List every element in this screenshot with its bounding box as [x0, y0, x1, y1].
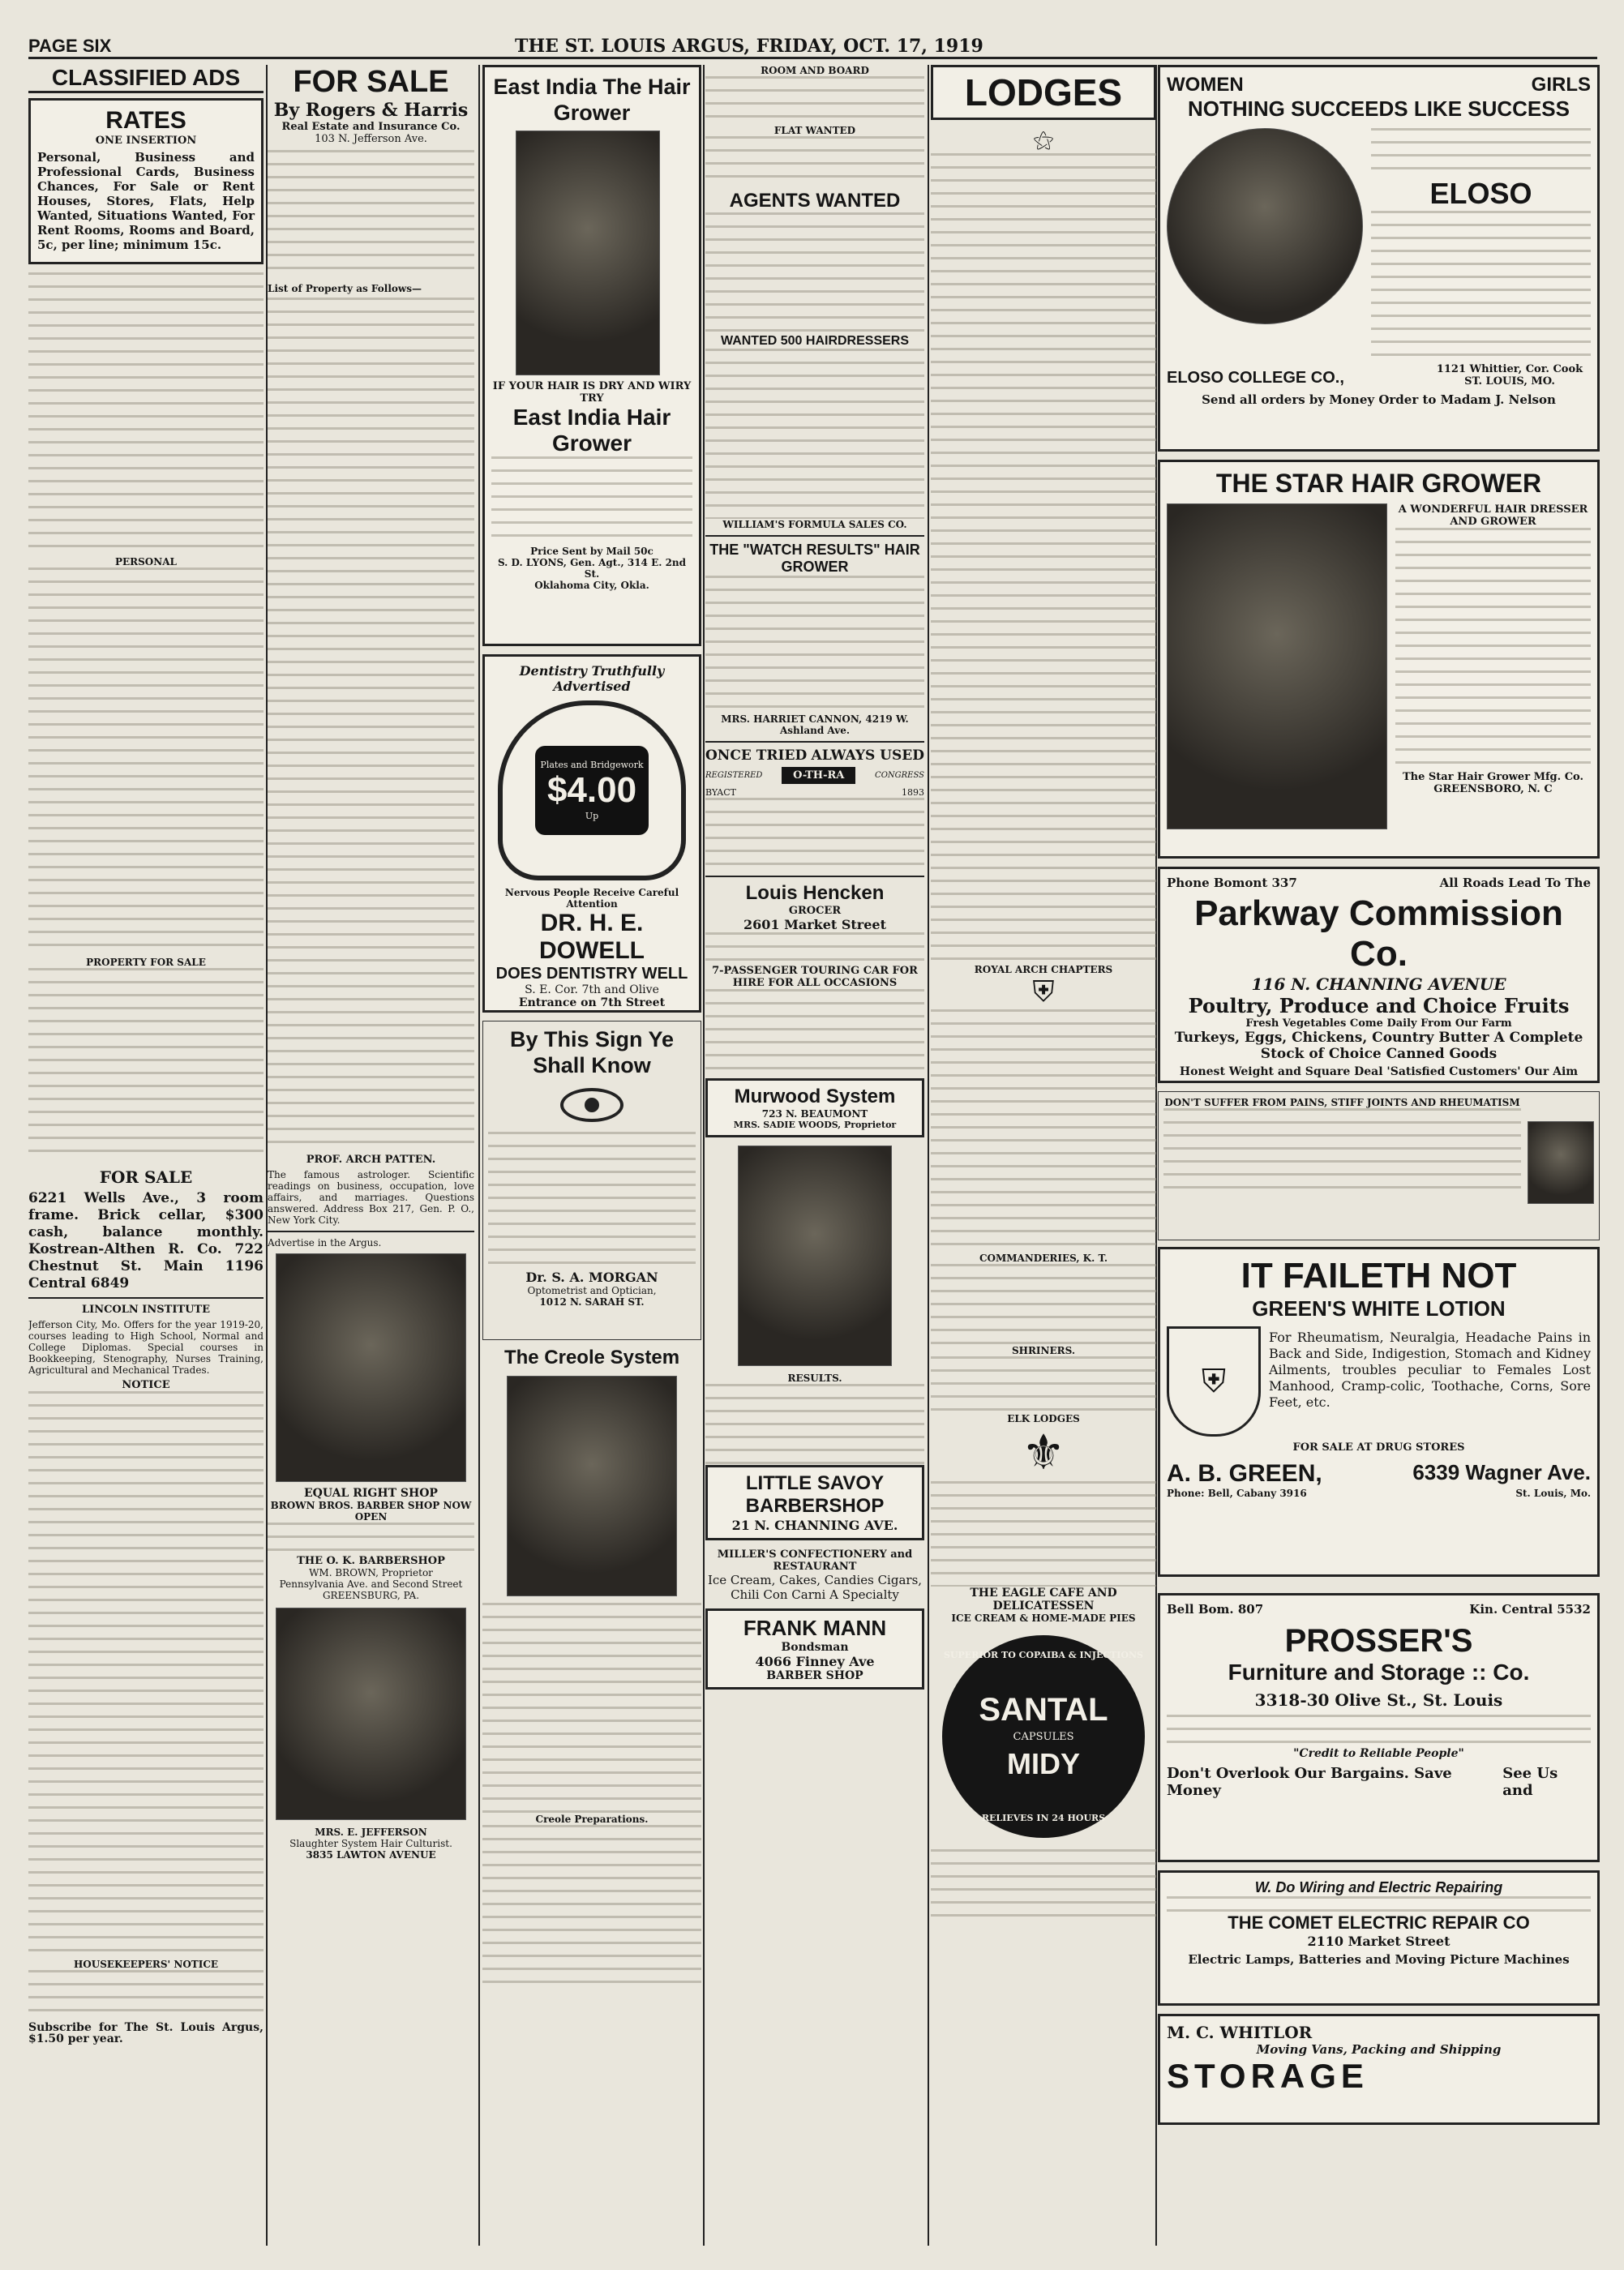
shop-name: EQUAL RIGHT SHOP [304, 1487, 438, 1500]
parkway-title: Parkway Commission Co. [1194, 893, 1563, 974]
east-india-portrait [516, 131, 660, 375]
rheum-header: DON'T SUFFER FROM PAINS, STIFF JOINTS AND RHEUMATISM [1164, 1097, 1520, 1108]
trademark-badge: O-TH-RA [782, 767, 855, 784]
congress: CONGRESS [875, 771, 924, 780]
prosser-title: PROSSER'S [1284, 1623, 1473, 1659]
column-rule [928, 65, 929, 2246]
column-classified [28, 65, 264, 2246]
faileth-city: St. Louis, Mo. [1515, 1488, 1591, 1499]
teeth-illustration [498, 700, 686, 880]
year: 1893 [902, 787, 924, 798]
price-panel [535, 746, 649, 835]
lincoln-header: LINCOLN INSTITUTE [81, 1304, 211, 1316]
commanderies-header: COMMANDERIES, K. T. [979, 1253, 1108, 1264]
column-rule [703, 65, 705, 2246]
murwood-title: Murwood System [734, 1086, 896, 1107]
column-display-ads [1158, 65, 1600, 2246]
whitlor-sub: Moving Vans, Packing and Shipping [1256, 2042, 1502, 2057]
east-india-price: Price Sent by Mail 50c [530, 546, 653, 557]
eloso-headline: NOTHING SUCCEEDS LIKE SUCCESS [1188, 96, 1570, 121]
prosser-see: See Us and [1502, 1765, 1558, 1799]
parkway-sub: Poultry, Produce and Choice Fruits [1188, 994, 1570, 1017]
notice-header: NOTICE [122, 1379, 170, 1391]
lodges-banner [931, 65, 1156, 120]
once-tried-header [705, 747, 924, 764]
results-caption: RESULTS. [787, 1373, 842, 1384]
faileth-title: IT FAILETH NOT [1240, 1256, 1517, 1296]
eloso-ad [1158, 65, 1600, 452]
prosser-sub: Furniture and Storage :: Co. [1228, 1660, 1530, 1685]
prosser-addr: 3318-30 Olive St., St. Louis [1254, 1690, 1503, 1710]
comet-ad [1158, 1870, 1600, 2006]
prof-text: The famous astrologer. Scientific readings on business, occupation, love affairs, and marriages. Questions answered. Address Box 217, Gen. P. O., New York City. [268, 1169, 474, 1226]
santal-midy: MIDY [1007, 1747, 1080, 1780]
star-ad [1158, 460, 1600, 859]
star-portrait [1167, 503, 1387, 829]
millers-items: Ice Cream, Cakes, Candies Cigars, Chili Con Carni A Specialty [707, 1573, 923, 1602]
lodges-text [931, 153, 1156, 964]
faileth-text: For Rheumatism, Neuralgia, Headache Pains in Back and Side, Indigestion, Stomach and Kidney Ailments, troubles peculiar to Females Lost Manhood, Cramp-colic, Toothache, Corns, Sore Feet, etc. [1269, 1330, 1591, 1410]
murwood-ad [705, 1078, 924, 1137]
morgan-addr: 1012 N. SARAH ST. [539, 1296, 645, 1308]
subscribe-note: Subscribe for The St. Louis Argus, $1.50 per year. [28, 2021, 264, 2045]
elk-header: ELK LODGES [1007, 1413, 1080, 1424]
parkway-addr: 116 N. CHANNING AVENUE [1251, 974, 1506, 994]
price-up: Up [585, 811, 599, 821]
star-title: THE STAR HAIR GROWER [1215, 469, 1542, 498]
personal-header: PERSONAL [115, 556, 177, 568]
rheum-ad [1158, 1091, 1600, 1240]
ok-addr: Pennsylvania Ave. and Second Street GREENSBURG, PA. [279, 1578, 463, 1601]
mann-shop: BARBER SHOP [766, 1669, 863, 1682]
murwood-addr: 723 N. BEAUMONT [761, 1108, 868, 1120]
whitlor-ad [1158, 2014, 1600, 2125]
plates-label: Plates and Bridgework [540, 760, 644, 770]
jefferson-name: MRS. E. JEFFERSON [315, 1827, 427, 1838]
for-sale-header: FOR SALE [99, 1167, 193, 1187]
rates-title: RATES [105, 107, 186, 134]
dentist-addr: S. E. Cor. 7th and Olive [525, 983, 659, 996]
jefferson-photo [276, 1608, 466, 1820]
parkway-phone: Phone Bomont 337 [1167, 876, 1297, 890]
whitlor-storage: STORAGE [1167, 2057, 1369, 2095]
faileth-sub: GREEN'S WHITE LOTION [1252, 1296, 1506, 1321]
rogers-firm: Real Estate and Insurance Co. [281, 121, 461, 133]
henken-sub: GROCER [788, 905, 842, 917]
page-number: PAGE SIX [28, 36, 112, 56]
masthead [28, 32, 1597, 59]
dentist-sub: Nervous People Receive Careful Attention [504, 887, 679, 910]
touring-car: 7-PASSENGER TOURING CAR FOR HIRE FOR ALL OCCASIONS [712, 965, 918, 989]
comet-bottom: Electric Lamps, Batteries and Moving Picture Machines [1188, 1952, 1570, 1967]
faileth-drug: FOR SALE AT DRUG STORES [1292, 1441, 1465, 1454]
dentist-entrance: Entrance on 7th Street [518, 996, 666, 1009]
room-header: ROOM AND BOARD [761, 65, 869, 76]
mann-title: FRANK MANN [743, 1616, 887, 1640]
shriners-header: SHRINERS. [1011, 1345, 1076, 1356]
property-text [28, 968, 264, 1163]
morgan-ad [482, 1021, 701, 1340]
santal-top: SUPERIOR TO COPAIBA & INJECTIONS [944, 1650, 1143, 1660]
faileth-ad [1158, 1247, 1600, 1577]
once-tried: ONCE TRIED [705, 747, 808, 764]
star-city: GREENSBORO, N. C [1433, 783, 1553, 795]
prosser-credit: "Credit to Reliable People" [1293, 1747, 1464, 1760]
rates-box [28, 98, 264, 264]
advertise-line: Advertise in the Argus. [268, 1237, 382, 1248]
property-list-header: List of Property as Follows— [268, 283, 422, 294]
eloso-portrait [1167, 128, 1363, 324]
eye-icon [560, 1088, 623, 1122]
shield-icon: ⛨ [1167, 1326, 1261, 1437]
east-india-name: East India Hair Grower [512, 405, 671, 456]
santal-caps: CAPSULES [1013, 1731, 1074, 1743]
rates-sub: ONE INSERTION [95, 135, 197, 147]
classified-text [28, 272, 264, 556]
dentist-title: Dentistry Truthfully Advertised [519, 663, 665, 694]
eloso-college: ELOSO COLLEGE CO., [1167, 369, 1344, 387]
eagle-cafe: THE EAGLE CAFE AND DELICATESSEN [970, 1587, 1117, 1613]
santal-seal [942, 1635, 1145, 1838]
sign-title: By This Sign Ye Shall Know [509, 1027, 675, 1077]
savoy-title: LITTLE SAVOY BARBERSHOP [745, 1472, 885, 1517]
lodges-title: LODGES [964, 71, 1123, 114]
east-india-ad [482, 65, 701, 646]
prof-header: PROF. ARCH PATTEN. [306, 1154, 436, 1166]
parkway-roads: All Roads Lead To The [1439, 876, 1591, 890]
prosser-bell: Bell Bom. 807 [1167, 1602, 1264, 1617]
flat-header: FLAT WANTED [773, 125, 856, 136]
star-firm: The Star Hair Grower Mfg. Co. [1402, 771, 1584, 783]
compass-icon: ⚝ [1033, 128, 1054, 152]
royal-arch-header: ROYAL ARCH CHAPTERS [974, 964, 1113, 975]
prosser-bargain: Don't Overlook Our Bargains. Save Money [1167, 1765, 1452, 1799]
column-rule [478, 65, 480, 2246]
faileth-name: A. B. GREEN, [1167, 1460, 1322, 1487]
mann-addr: 4066 Finney Ave [755, 1654, 875, 1669]
prosser-kin: Kin. Central 5532 [1469, 1602, 1591, 1617]
eloso-brand: ELOSO [1429, 177, 1532, 210]
henken-addr: 2601 Market Street [743, 917, 886, 932]
eloso-girls: GIRLS [1531, 74, 1591, 96]
portrait-photo [276, 1253, 466, 1482]
eloso-addr: 1121 Whittier, Cor. Cook ST. LOUIS, MO. [1436, 363, 1583, 388]
parkway-ad [1158, 867, 1600, 1083]
property-list [268, 298, 474, 1149]
hairdressers-firm: WILLIAM'S FORMULA SALES CO. [722, 519, 907, 530]
for-sale-title: FOR SALE [293, 65, 449, 99]
column-agents [705, 65, 924, 2246]
santal-name: SANTAL [979, 1692, 1108, 1728]
prosser-ad [1158, 1593, 1600, 1862]
star-sub: A WONDERFUL HAIR DRESSER AND GROWER [1398, 503, 1588, 528]
rheum-photo [1528, 1121, 1594, 1204]
property-header: PROPERTY FOR SALE [86, 957, 206, 968]
rates-text: Personal, Business and Professional Cards, Business Chances, For Sale or Rent Houses, Stores, Flats, Help Wanted, Situations Wanted, For Rent Rooms, Rooms and Board, 5c, per line; minimum 15c. [37, 150, 255, 252]
watch-sign: MRS. HARRIET CANNON, 4219 W. Ashland Ave. [721, 713, 909, 736]
rental-text [28, 1391, 264, 1959]
murwood-prop: MRS. SADIE WOODS, Proprietor [733, 1120, 897, 1130]
creole-portrait [507, 1376, 677, 1596]
mann-sub: Bondsman [781, 1641, 849, 1654]
dentist-name: DR. H. E. DOWELL [539, 910, 645, 964]
always-used: ALWAYS USED [811, 747, 924, 764]
whitlor-name: M. C. WHITLOR [1167, 2023, 1313, 2042]
east-india-agent: S. D. LYONS, Gen. Agt., 314 E. 2nd St. [497, 557, 687, 580]
faileth-addr: 6339 Wagner Ave. [1412, 1460, 1591, 1484]
newspaper-title: THE ST. LOUIS ARGUS, FRIDAY, OCT. 17, 1919 [515, 36, 983, 57]
henken-title: Louis Hencken [745, 882, 885, 904]
housekeepers-header: HOUSEKEEPERS' NOTICE [73, 1959, 219, 1970]
east-india-sub: IF YOUR HAIR IS DRY AND WIRY TRY [492, 380, 692, 405]
ok-barber: THE O. K. BARBERSHOP [297, 1555, 445, 1567]
personal-text [28, 568, 264, 957]
for-sale-text: 6221 Wells Ave., 3 room frame. Brick cellar, $300 cash, balance monthly. Kostrean-Althen R. Co. 722 Chestnut St. Main 1196 Central 6849 [28, 1190, 264, 1291]
east-india-city: Oklahoma City, Okla. [534, 580, 649, 591]
hairdressers: WANTED 500 HAIRDRESSERS [720, 334, 910, 348]
mann-ad [705, 1608, 924, 1690]
savoy-ad [705, 1465, 924, 1540]
east-india-title: East India The Hair Grower [493, 75, 691, 125]
eagle-sub: ICE CREAM & HOME-MADE PIES [951, 1613, 1136, 1624]
faileth-phone: Phone: Bell, Cabany 3916 [1167, 1488, 1307, 1499]
comet-title: THE COMET ELECTRIC REPAIR CO [1228, 1912, 1530, 1933]
classified-header: CLASSIFIED ADS [28, 65, 264, 93]
byact: BYACT [705, 787, 736, 798]
comet-addr: 2110 Market Street [1307, 1934, 1450, 1949]
results-portrait [738, 1146, 892, 1366]
millers-title: MILLER'S CONFECTIONERY and RESTAURANT [717, 1548, 913, 1573]
column-for-sale [268, 65, 474, 2246]
creole-prep: Creole Preparations. [535, 1814, 649, 1825]
creole-title: The Creole System [503, 1347, 680, 1368]
registered: REGISTERED [705, 771, 763, 780]
rogers-address: 103 N. Jefferson Ave. [315, 133, 427, 145]
eloso-orders: Send all orders by Money Order to Madam J. Nelson [1202, 392, 1556, 407]
column-lodges [931, 65, 1156, 2246]
dentist-slogan: DOES DENTISTRY WELL [495, 965, 688, 983]
parkway-items: Turkeys, Eggs, Chickens, Country Butter A Complete Stock of Choice Canned Goods [1174, 1030, 1583, 1062]
santal-bottom: RELIEVES IN 24 HOURS [981, 1813, 1106, 1823]
watch-title: THE "WATCH RESULTS" HAIR GROWER [709, 542, 920, 575]
lincoln-text: Jefferson City, Mo. Offers for the year 1919-20, courses leading to High School, Normal and College Diplomas. Special courses in Bookkeeping, Stenography, Nurses Training, Agricultural and Mechanical Trades. [28, 1319, 264, 1376]
eloso-women: WOMEN [1167, 74, 1244, 96]
elk-icon: ⚜ [1022, 1424, 1065, 1481]
rogers-harris: By Rogers & Harris [273, 100, 469, 121]
dentist-price: $4.00 [546, 770, 637, 810]
comet-sub: W. Do Wiring and Electric Repairing [1254, 1879, 1503, 1895]
dentist-ad [482, 654, 701, 1013]
barber-open: BROWN BROS. BARBER SHOP NOW OPEN [270, 1500, 472, 1523]
trademark [705, 767, 924, 784]
column-hair-dental [482, 65, 701, 2246]
savoy-addr: 21 N. CHANNING AVE. [731, 1518, 898, 1533]
keystone-icon: ⛨ [1032, 975, 1055, 1009]
agents-title: AGENTS WANTED [729, 190, 901, 212]
ok-prop: WM. BROWN, Proprietor [309, 1567, 433, 1578]
parkway-aim: Honest Weight and Square Deal 'Satisfied Customers' Our Aim [1179, 1065, 1579, 1078]
jefferson-addr: 3835 LAWTON AVENUE [306, 1849, 436, 1861]
jefferson-text: Slaughter System Hair Culturist. [289, 1838, 452, 1849]
parkway-fresh: Fresh Vegetables Come Daily From Our Farm [1245, 1017, 1512, 1030]
morgan-name: Dr. S. A. MORGAN [525, 1270, 658, 1285]
morgan-role: Optometrist and Optician, [527, 1285, 657, 1296]
